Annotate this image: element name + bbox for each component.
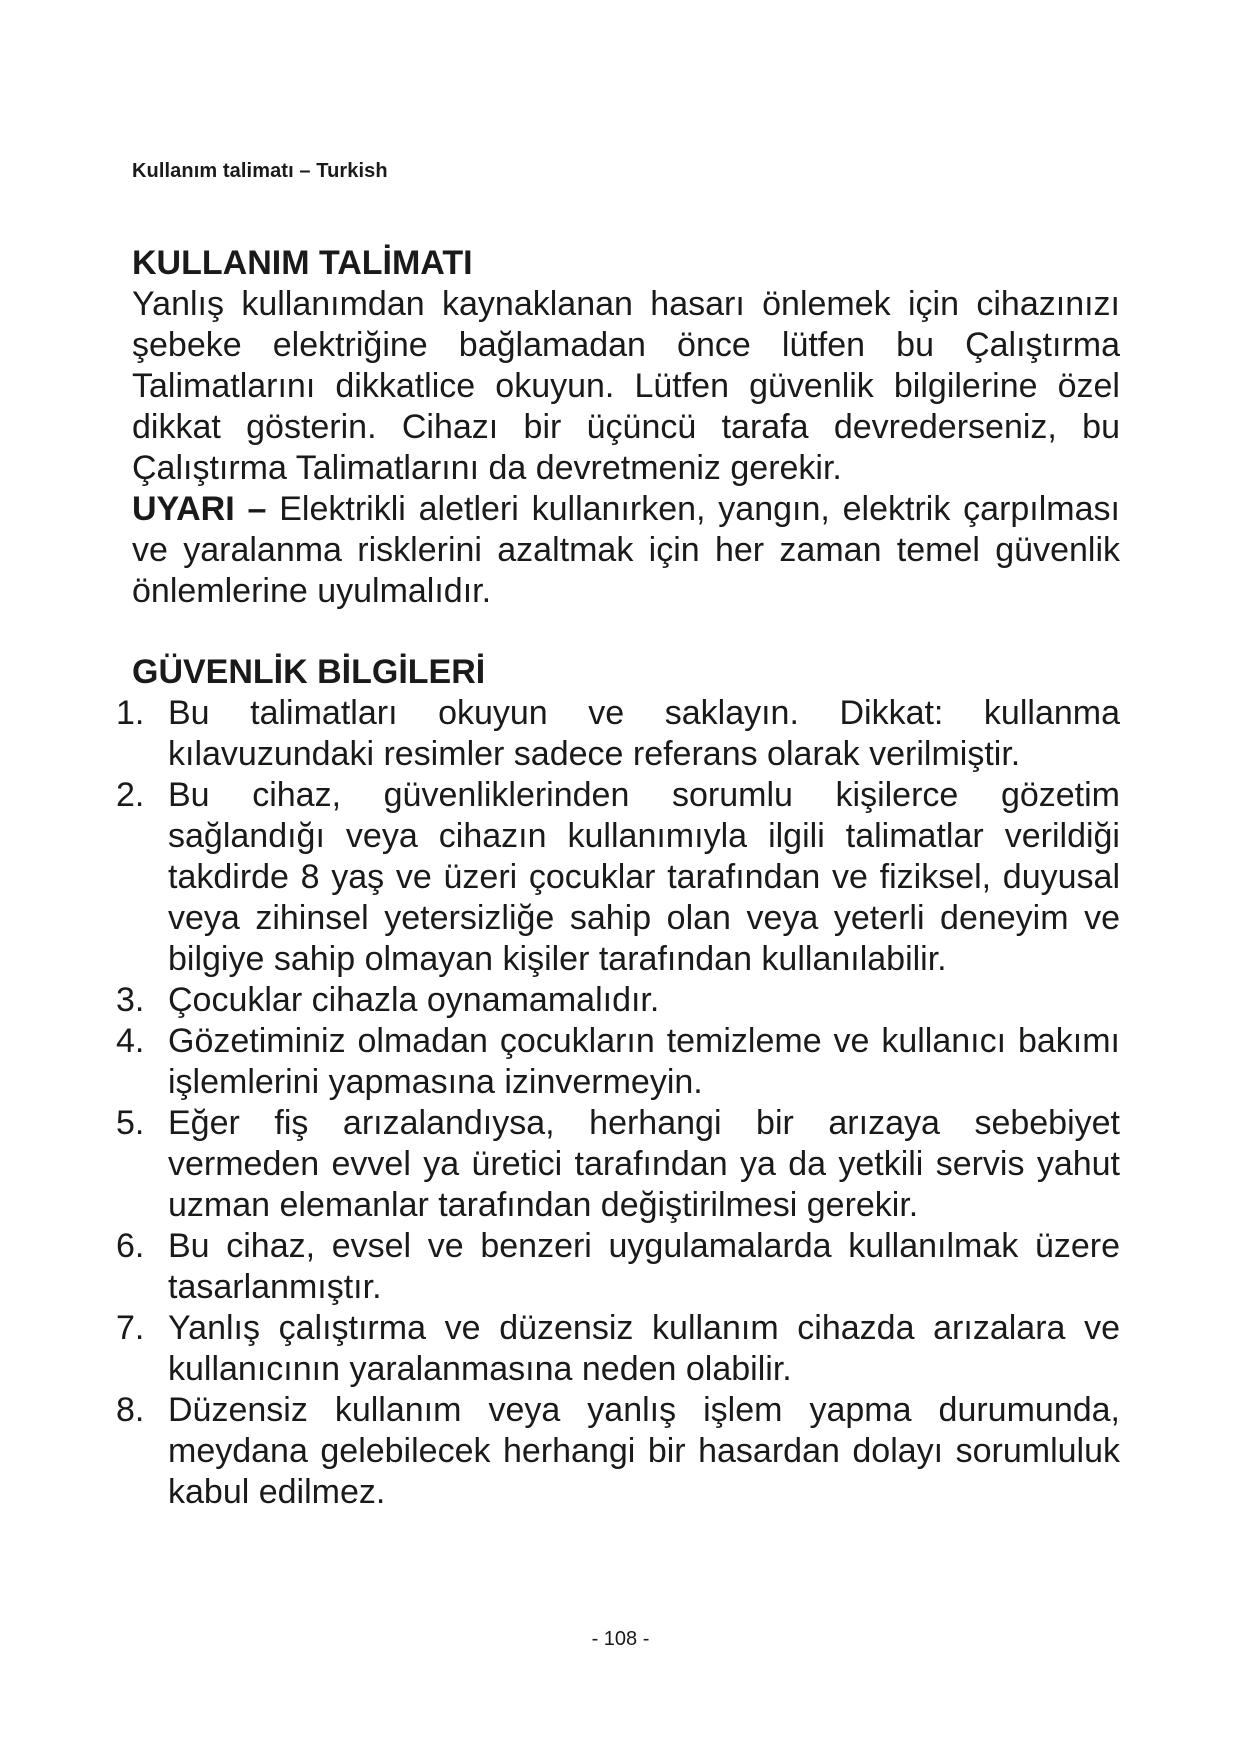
list-item (116, 1103, 1120, 1226)
warning-paragraph (132, 489, 1120, 612)
list-item-number: 5. (116, 1104, 145, 1142)
list-item-number: 3. (116, 981, 145, 1019)
list-item-number: 7. (116, 1309, 145, 1347)
list-item-text: Bu cihaz, güvenliklerinden sorumlu kişilerce gözetim sağlandığı veya cihazın kullanımıyla ilgili talimatlar verildiği takdirde 8 yaş ve üzeri çocuklar tarafından ve fiziksel, duyusal veya zihinsel yetersizliğe sahip olan veya yeterli deneyim ve bilgiye sahip olmayan kişiler tarafından kullanılabilir. (168, 776, 1120, 978)
intro-paragraph: Yanlış kullanımdan kaynaklanan hasarı önlemek için cihazınızı şebeke elektriğine bağlamadan önce lütfen bu Çalıştırma Talimatlarını dikkatlice okuyun. Lütfen güvenlik bilgilerine özel dikkat gösterin. Cihazı bir üçüncü tarafa devrederseniz, bu Çalıştırma Talimatlarını da devretmeniz gerekir. (132, 285, 1120, 487)
list-item-number: 2. (116, 776, 145, 814)
main-content (116, 243, 1120, 1513)
list-item (116, 980, 1120, 1021)
list-item-text: Bu talimatları okuyun ve saklayın. Dikkat: kullanma kılavuzundaki resimler sadece referans olarak verilmiştir. (168, 694, 1120, 773)
list-item (116, 1308, 1120, 1390)
list-item-text: Bu cihaz, evsel ve benzeri uygulamalarda kullanılmak üzere tasarlanmıştır. (168, 1227, 1120, 1306)
list-item (116, 775, 1120, 980)
list-item-number: 1. (116, 694, 145, 732)
list-item-text: Eğer fiş arızalandıysa, herhangi bir arızaya sebebiyet vermeden evvel ya üretici tarafından ya da yetkili servis yahut uzman elemanlar tarafından değiştirilmesi gerekir. (168, 1104, 1120, 1224)
list-item-text: Gözetiminiz olmadan çocukların temizleme ve kullanıcı bakımı işlemlerini yapmasına izinvermeyin. (168, 1022, 1120, 1101)
list-item-text: Düzensiz kullanım veya yanlış işlem yapma durumunda, meydana gelebilecek herhangi bir hasardan dolayı sorumluluk kabul edilmez. (168, 1391, 1120, 1511)
list-item-number: 6. (116, 1227, 145, 1265)
warning-label: UYARI – (132, 490, 267, 528)
list-item-number: 8. (116, 1391, 145, 1429)
list-item (116, 693, 1120, 775)
safety-info-title: GÜVENLİK BİLGİLERİ (132, 653, 486, 691)
list-item-text: Yanlış çalıştırma ve düzensiz kullanım cihazda arızalara ve kullanıcının yaralanmasına neden olabilir. (168, 1309, 1120, 1388)
list-item (116, 1021, 1120, 1103)
list-item-number: 4. (116, 1022, 145, 1060)
warning-text: Elektrikli aletleri kullanırken, yangın, elektrik çarpılması ve yaralanma risklerini azaltmak için her zaman temel güvenlik önlemlerine uyulmalıdır. (132, 490, 1120, 610)
list-item (116, 1226, 1120, 1308)
page-number: - 108 - (591, 1628, 650, 1650)
list-item (116, 1390, 1120, 1513)
usage-instructions-title: KULLANIM TALİMATI (132, 244, 473, 282)
safety-rules-list (116, 693, 1120, 1513)
document-header-label: Kullanım talimatı – Turkish (132, 160, 388, 182)
list-item-text: Çocuklar cihazla oynamamalıdır. (168, 981, 660, 1019)
